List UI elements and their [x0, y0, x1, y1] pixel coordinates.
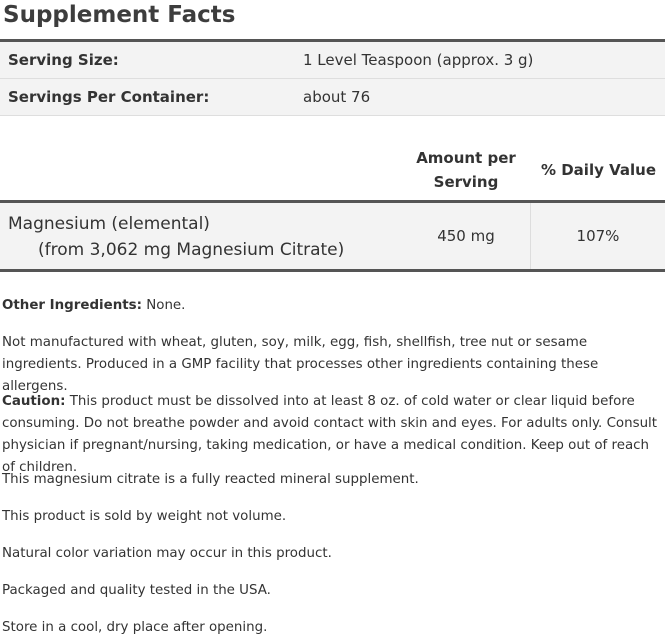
- other-ingredients-text: None.: [146, 298, 186, 313]
- bottom-divider: [0, 269, 665, 272]
- note-fully-reacted: This magnesium citrate is a fully reacted mineral supplement.: [2, 472, 419, 487]
- nutrient-row: [0, 203, 665, 269]
- serving-size-row: [0, 42, 665, 79]
- other-ingredients-label: Other Ingredients:: [2, 298, 142, 313]
- nutrient-amount: 450 mg: [437, 227, 495, 245]
- servings-per-container-label: Servings Per Container:: [8, 88, 210, 106]
- caution-label: Caution:: [2, 394, 66, 409]
- serving-divider: [0, 115, 665, 116]
- nutrient-daily-value: 107%: [576, 227, 620, 245]
- daily-value-header: % Daily Value: [540, 161, 656, 179]
- amount-header-line1: Amount per: [416, 149, 516, 167]
- amount-per-serving-header: [410, 146, 522, 194]
- note-storage: Store in a cool, dry place after opening.: [2, 620, 268, 635]
- note-packaged-usa: Packaged and quality tested in the USA.: [2, 583, 271, 598]
- serving-size-value: 1 Level Teaspoon (approx. 3 g): [303, 51, 534, 69]
- serving-size-label: Serving Size:: [8, 51, 119, 69]
- caution-statement: [2, 391, 664, 479]
- nutrient-source: (from 3,062 mg Magnesium Citrate): [38, 240, 345, 260]
- other-ingredients: [2, 295, 664, 317]
- caution-text: This product must be dissolved into at least 8 oz. of cold water or clear liquid before consuming. Do not breathe powder and avoid contact with skin and eyes. For adults only. Consult physician if pregnant/nursing, taking medication, or have a medical condition. Keep out of reach of children.: [2, 394, 658, 475]
- servings-per-container-value: about 76: [303, 88, 371, 106]
- servings-per-container-row: [0, 79, 665, 115]
- note-color-variation: Natural color variation may occur in this product.: [2, 546, 332, 561]
- nutrient-name: Magnesium (elemental): [8, 214, 210, 234]
- amount-header-line2: Serving: [433, 173, 499, 191]
- note-sold-by-weight: This product is sold by weight not volume.: [2, 509, 287, 524]
- page-title: Supplement Facts: [3, 2, 236, 28]
- allergen-statement: Not manufactured with wheat, gluten, soy, milk, egg, fish, shellfish, tree nut or sesame ingredients. Produced in a GMP facility that processes other ingredients containing these allergens.: [2, 335, 599, 394]
